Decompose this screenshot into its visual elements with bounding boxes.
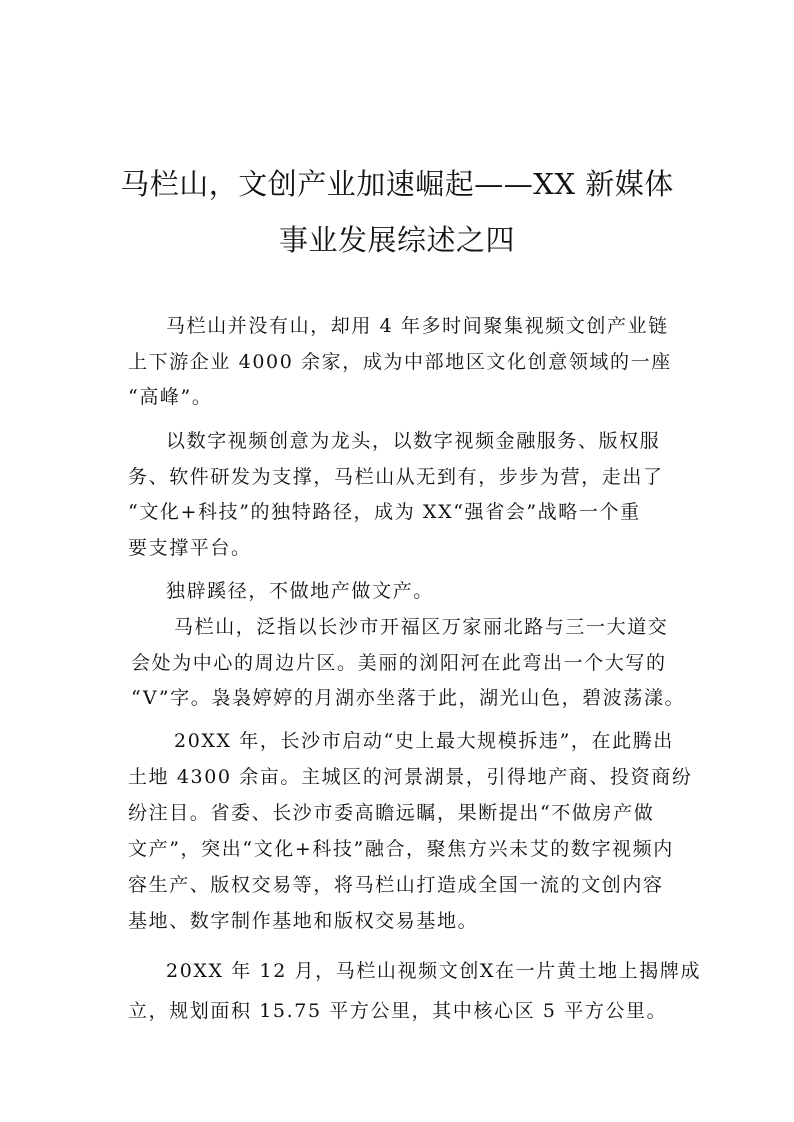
paragraph-4-line-1: 马栏山，泛指以长沙市开福区万家丽北路与三一大道交 (174, 616, 669, 638)
paragraph-2-line-2: 务、软件研发为支撑，马栏山从无到有，步步为营，走出了 (128, 466, 664, 488)
paragraph-5-line-2: 土地 4300 余亩。主城区的河景湖景，引得地产商、投资商纷 (128, 766, 693, 788)
paragraph-5-line-1: 20XX 年，长沙市启动“史上最大规模拆违”，在此腾出 (174, 730, 674, 752)
paragraph-5-line-4: 文产”，突出“文化+科技”融合，聚焦方兴未艾的数字视频内 (128, 838, 674, 860)
paragraph-1-line-1: 马栏山并没有山，却用 4 年多时间聚集视频文创产业链 (166, 315, 669, 337)
paragraph-5-line-3: 纷注目。省委、长沙市委高瞻远瞩，果断提出“不做房产做 (128, 802, 655, 824)
paragraph-4-line-3: “V”字。袅袅婷婷的月湖亦坐落于此，湖光山色，碧波荡漾。 (131, 687, 686, 709)
paragraph-4-line-2: 会处为中心的周边片区。美丽的浏阳河在此弯出一个大写的 (131, 652, 667, 674)
paragraph-3-line-1: 独辟蹊径，不做地产做文产。 (166, 580, 434, 602)
paragraph-5-line-5: 容生产、版权交易等，将马栏山打造成全国一流的文创内容 (128, 874, 664, 896)
document-title-line-1: 马栏山，文创产业加速崛起——XX 新媒体 (120, 167, 674, 201)
document-title-line-2: 事业发展综述之四 (278, 223, 515, 257)
paragraph-2-line-3: “文化+科技”的独特路径，成为 XX“强省会”战略一个重 (128, 501, 641, 523)
paragraph-2-line-1: 以数字视频创意为龙头，以数字视频金融服务、版权服 (166, 430, 661, 452)
paragraph-6-line-2: 立，规划面积 15.75 平方公里，其中核心区 5 平方公里。 (128, 1000, 668, 1022)
paragraph-6-line-1: 20XX 年 12 月，马栏山视频文创X在一片黄土地上揭牌成 (166, 960, 702, 982)
paragraph-1-line-2: 上下游企业 4000 余家，成为中部地区文化创意领域的一座 (128, 351, 672, 373)
paragraph-5-line-6: 基地、数字制作基地和版权交易基地。 (128, 910, 479, 932)
paragraph-2-line-4: 要支撑平台。 (128, 537, 252, 559)
paragraph-1-line-3: “高峰”。 (128, 386, 213, 408)
